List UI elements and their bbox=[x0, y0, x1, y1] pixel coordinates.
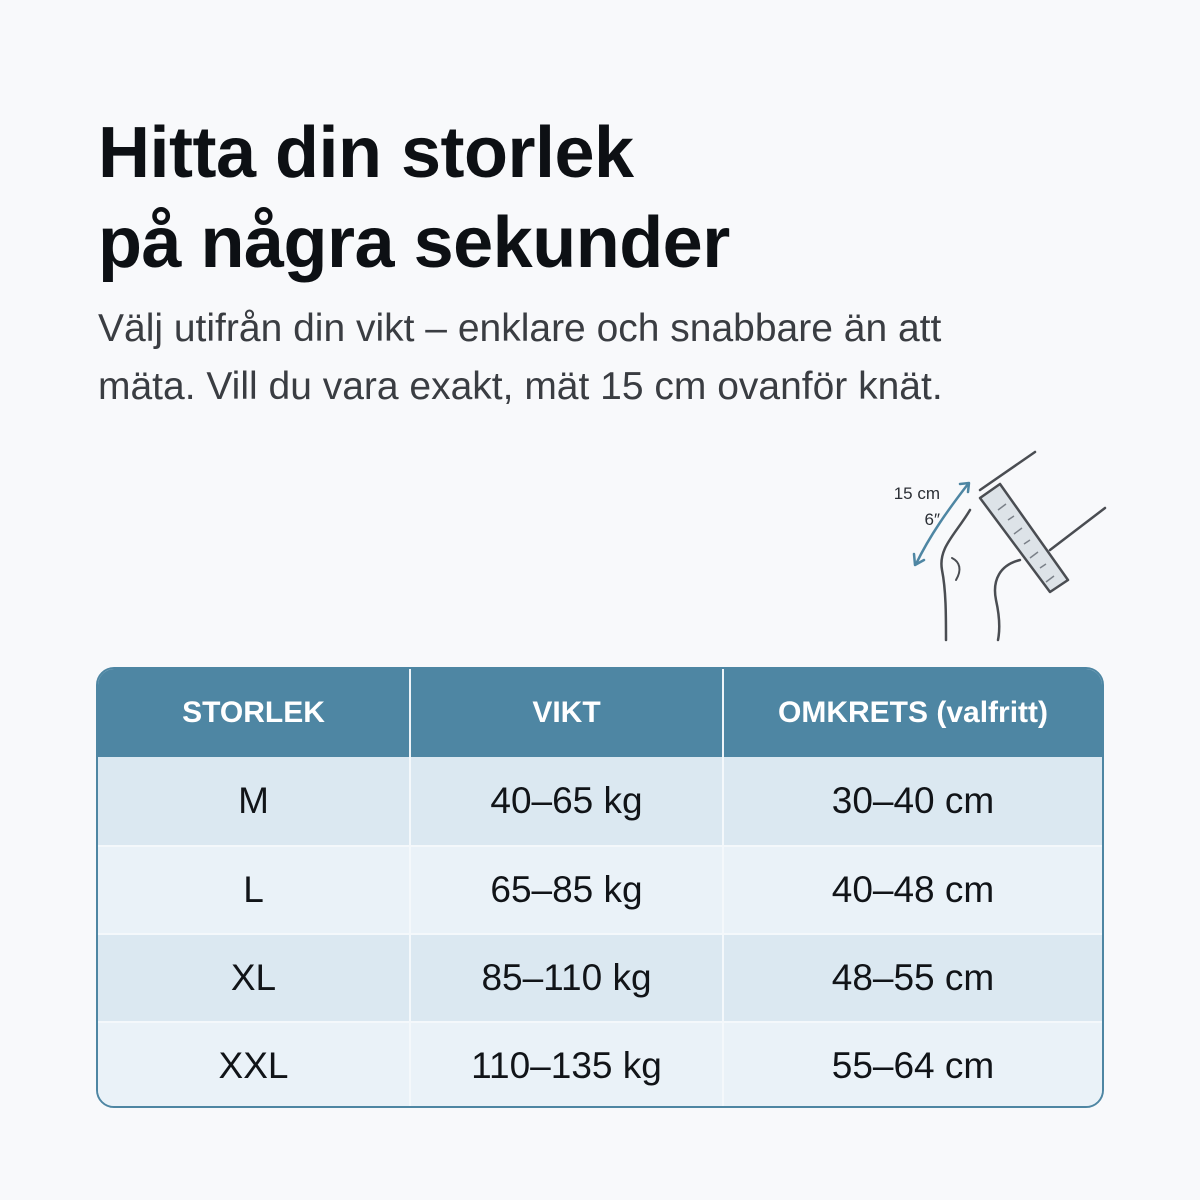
subtitle-line-2: mäta. Vill du vara exakt, mät 15 cm ovanför knät. bbox=[98, 365, 943, 408]
cell-weight: 85–110 kg bbox=[409, 935, 722, 1021]
knee-leg-icon bbox=[860, 440, 1120, 650]
measure-inch-label: 6″ bbox=[924, 510, 940, 529]
header-vikt: VIKT bbox=[409, 669, 722, 757]
cell-weight: 65–85 kg bbox=[409, 847, 722, 933]
table-row bbox=[98, 933, 1102, 1021]
knee-measurement-illustration bbox=[860, 440, 1120, 650]
size-table bbox=[96, 667, 1104, 1108]
kneecap-line bbox=[952, 558, 959, 580]
headline bbox=[98, 108, 730, 288]
cell-circumference: 30–40 cm bbox=[722, 757, 1102, 845]
cell-circumference: 55–64 cm bbox=[722, 1023, 1102, 1108]
table-row bbox=[98, 1021, 1102, 1108]
calf-line bbox=[995, 560, 1020, 640]
cell-circumference: 48–55 cm bbox=[722, 935, 1102, 1021]
thigh-top-line bbox=[980, 452, 1035, 490]
cell-circumference: 40–48 cm bbox=[722, 847, 1102, 933]
cell-weight: 40–65 kg bbox=[409, 757, 722, 845]
table-row bbox=[98, 757, 1102, 845]
cell-size: XXL bbox=[218, 1045, 289, 1086]
headline-line-2: på några sekunder bbox=[98, 203, 730, 283]
table-header bbox=[98, 669, 1102, 757]
thigh-bottom-line bbox=[1050, 508, 1105, 550]
cell-weight: 110–135 kg bbox=[409, 1023, 722, 1108]
table-row bbox=[98, 845, 1102, 933]
cell-size: M bbox=[238, 780, 269, 821]
measuring-tape-icon bbox=[980, 484, 1068, 592]
measure-cm-label: 15 cm bbox=[893, 484, 940, 503]
cell-size: XL bbox=[230, 957, 277, 998]
header-storlek: STORLEK bbox=[182, 696, 325, 729]
headline-line-1: Hitta din storlek bbox=[98, 113, 634, 193]
subtitle bbox=[98, 300, 943, 416]
cell-size: L bbox=[243, 869, 264, 910]
knee-front-line bbox=[941, 510, 970, 640]
subtitle-line-1: Välj utifrån din vikt – enklare och snabbare än att bbox=[98, 307, 942, 350]
header-omkrets: OMKRETS (valfritt) bbox=[722, 669, 1102, 757]
